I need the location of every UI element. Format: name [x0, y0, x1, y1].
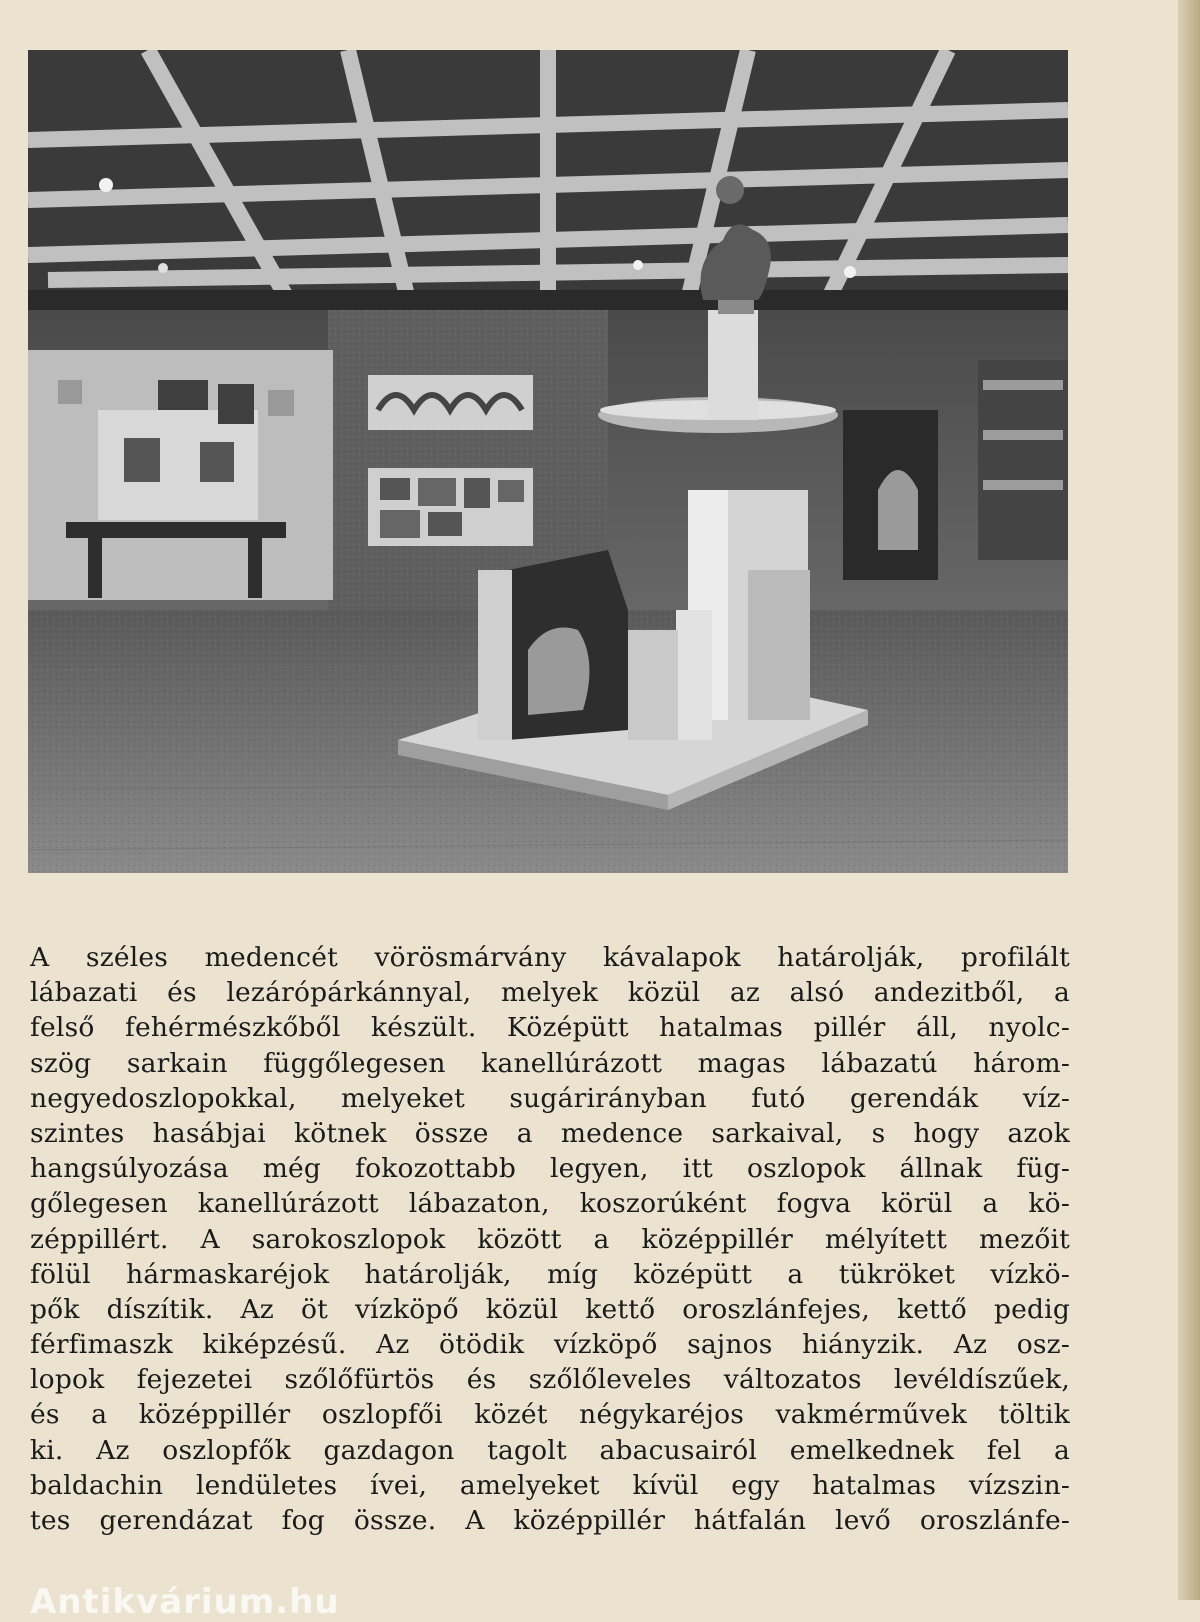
- text-line: lábazati és lezárópárkánnyal, melyek közül az alsó andezitből, a: [30, 977, 1070, 1009]
- text-line: ki. Az oszlopfők gazdagon tagolt abacusairól emelkednek fel a: [30, 1434, 1070, 1466]
- text-line: gőlegesen kanellúrázott lábazaton, koszorúként fogva körül a kö-: [30, 1188, 1070, 1220]
- text-line: tes gerendázat fog össze. A középpillér hátfalán levő oroszlánfe-: [30, 1505, 1070, 1536]
- text-line: zéppillért. A sarokoszlopok között a középpillér mélyített mezőit: [30, 1223, 1070, 1255]
- text-line: pők díszítik. Az öt vízköpő közül kettő oroszlánfejes, kettő pedig: [30, 1293, 1070, 1325]
- article-text: [30, 940, 1070, 1538]
- text-line: baldachin lendületes ívei, amelyeket kívül egy hatalmas vízszin-: [30, 1469, 1070, 1501]
- text-line: szög sarkain függőlegesen kanellúrázott magas lábazatú három-: [30, 1047, 1070, 1079]
- text-line: hangsúlyozása még fokozottabb legyen, itt oszlopok állnak füg-: [30, 1153, 1070, 1185]
- watermark: Antikvárium.hu: [30, 1582, 340, 1622]
- text-line: negyedoszlopokkal, melyeket sugárirányban futó gerendák víz-: [30, 1082, 1070, 1114]
- text-line: lopok fejezetei szőlőfürtös és szőlőleveles változatos levéldíszűek,: [30, 1364, 1070, 1396]
- page-edge: [1178, 0, 1200, 1600]
- text-line: szintes hasábjai kötnek össze a medence sarkaival, s hogy azok: [30, 1117, 1070, 1149]
- text-line: férfimaszk kiképzésű. Az ötödik vízköpő sajnos hiányzik. Az osz-: [30, 1329, 1070, 1361]
- text-line: felső fehérmészkőből készült. Középütt hatalmas pillér áll, nyolc-: [30, 1012, 1070, 1044]
- text-line: és a középpillér oszlopfői közét négykaréjos vakmérművek töltik: [30, 1399, 1070, 1431]
- museum-photo: [28, 50, 1068, 873]
- text-line: fölül hármaskaréjok határolják, míg középütt a tükröket vízkö-: [30, 1258, 1070, 1290]
- text-line: A széles medencét vörösmárvány kávalapok határolják, profilált: [30, 942, 1070, 973]
